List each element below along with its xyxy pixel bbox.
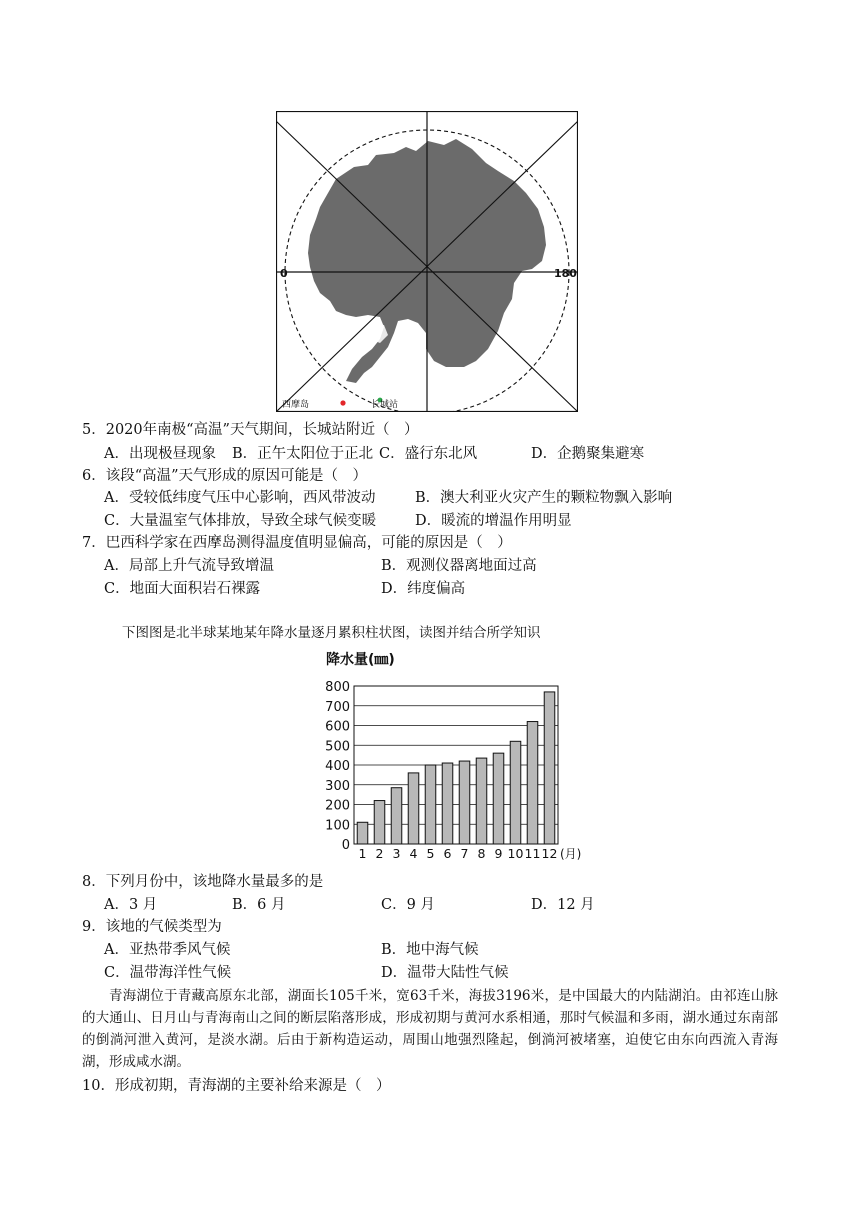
y-tick-label: 600 [325,719,350,735]
qinghai-passage: 青海湖位于青藏高原东北部，湖面长105千米，宽63千米，海拔3196米，是中国最大的内陆湖泊。由祁连山脉的大通山、日月山与青海南山之间的断层陷落形成，形成初期与黄河水系相通，那时气候温和多雨，湖水通过东南部的倒淌河泄入黄河，是淡水湖。后由于新构造运动，周围山地强烈隆起，倒淌河被堵塞，迫使它由东向西流入青海湖，形成咸水湖。 [82,988,778,1070]
bar-month-1 [357,822,368,844]
bar-month-12 [544,692,555,844]
q9-option-d[interactable]: D．温带大陆性气候 [381,965,509,981]
y-tick-label: 500 [325,739,350,755]
q7-stem: 7．巴西科学家在西摩岛测得温度值明显偏高，可能的原因是（ ） [82,535,512,551]
bar-month-10 [510,741,521,844]
q9-option-a[interactable]: A．亚热带季风气候 [104,942,231,958]
q9-option-c[interactable]: C．温带海洋性气候 [104,965,232,981]
q8-option-b[interactable]: B．6 月 [232,897,286,913]
q8-option-c[interactable]: C．9 月 [381,897,435,913]
q5-stem: 5．2020年南极“高温”天气期间，长城站附近（ ） [82,422,419,438]
y-tick-label: 300 [325,778,350,794]
q7-option-d[interactable]: D．纬度偏高 [381,581,466,597]
x-tick-label: 8 [477,846,486,861]
q7-option-a[interactable]: A．局部上升气流导致增温 [104,558,274,574]
q6-stem: 6．该段“高温”天气形成的原因可能是（ ） [82,468,368,484]
q5-option-d[interactable]: D．企鹅聚集避寒 [531,446,645,462]
q10-stem: 10．形成初期，青海湖的主要补给来源是（ ） [82,1078,391,1094]
x-tick-label: 7 [460,846,469,861]
q5-option-c[interactable]: C．盛行东北风 [379,446,478,462]
precipitation-chart [322,648,592,866]
q9-stem: 9．该地的气候类型为 [82,919,222,935]
x-tick-label: 5 [426,846,435,861]
label-0: 0 [280,267,288,280]
q6-option-c[interactable]: C．大量温室气体排放，导致全球气候变暖 [104,513,377,529]
bar-month-9 [493,753,504,844]
q6-option-b[interactable]: B．澳大利亚火灾产生的颗粒物飘入影响 [415,490,673,506]
x-tick-label: 12 [541,846,558,861]
x-tick-label: 10 [507,846,524,861]
x-unit: (月) [560,847,582,861]
q7-option-c[interactable]: C．地面大面积岩石裸露 [104,581,261,597]
y-tick-label: 400 [325,759,350,774]
q8-stem: 8．下列月份中，该地降水量最多的是 [82,874,324,890]
x-tick-label: 6 [443,846,452,861]
y-tick-label: 100 [325,818,350,834]
q8-option-d[interactable]: D．12 月 [531,897,595,913]
bar-month-3 [391,788,402,844]
q9-option-b[interactable]: B．地中海气候 [381,942,479,958]
y-tick-label: 0 [341,838,350,853]
bar-month-5 [425,765,436,844]
q5-option-b[interactable]: B．正午太阳位于正北 [232,446,374,462]
antarctica-map [276,111,578,412]
x-tick-label: 4 [409,846,418,861]
x-tick-label: 11 [524,846,541,861]
q5-option-a[interactable]: A．出现极昼现象 [104,446,216,462]
y-tick-label: 200 [325,798,350,814]
q8-option-a[interactable]: A．3 月 [104,897,158,913]
q6-option-a[interactable]: A．受较低纬度气压中心影响，西风带波动 [104,490,376,506]
x-tick-label: 3 [392,846,401,861]
label-xisima: 西摩岛 [282,400,310,410]
q7-option-b[interactable]: B．观测仪器离地面过高 [381,558,537,574]
chart-intro: 下图图是北半球某地某年降水量逐月累积柱状图，读图并结合所学知识 [122,625,541,641]
label-nan: 南 [380,370,390,380]
label-180: 180 [554,267,577,280]
bar-month-2 [374,801,385,844]
chart-title: 降水量(㎜) [326,652,395,668]
bar-month-8 [476,758,487,844]
x-tick-label: 1 [358,846,367,861]
y-tick-label: 800 [325,680,350,695]
bar-month-7 [459,761,470,844]
x-tick-label: 2 [375,846,384,861]
bar-month-4 [408,773,419,844]
y-tick-label: 700 [325,699,350,715]
label-peninsula: 极 半 岛 [390,354,423,364]
xisima-dot [340,400,345,405]
bar-month-11 [527,722,538,844]
q6-option-d[interactable]: D．暖流的增温作用明显 [415,513,572,529]
x-tick-label: 9 [494,846,503,861]
label-changcheng: 长城站 [371,400,399,410]
bar-month-6 [442,763,453,844]
